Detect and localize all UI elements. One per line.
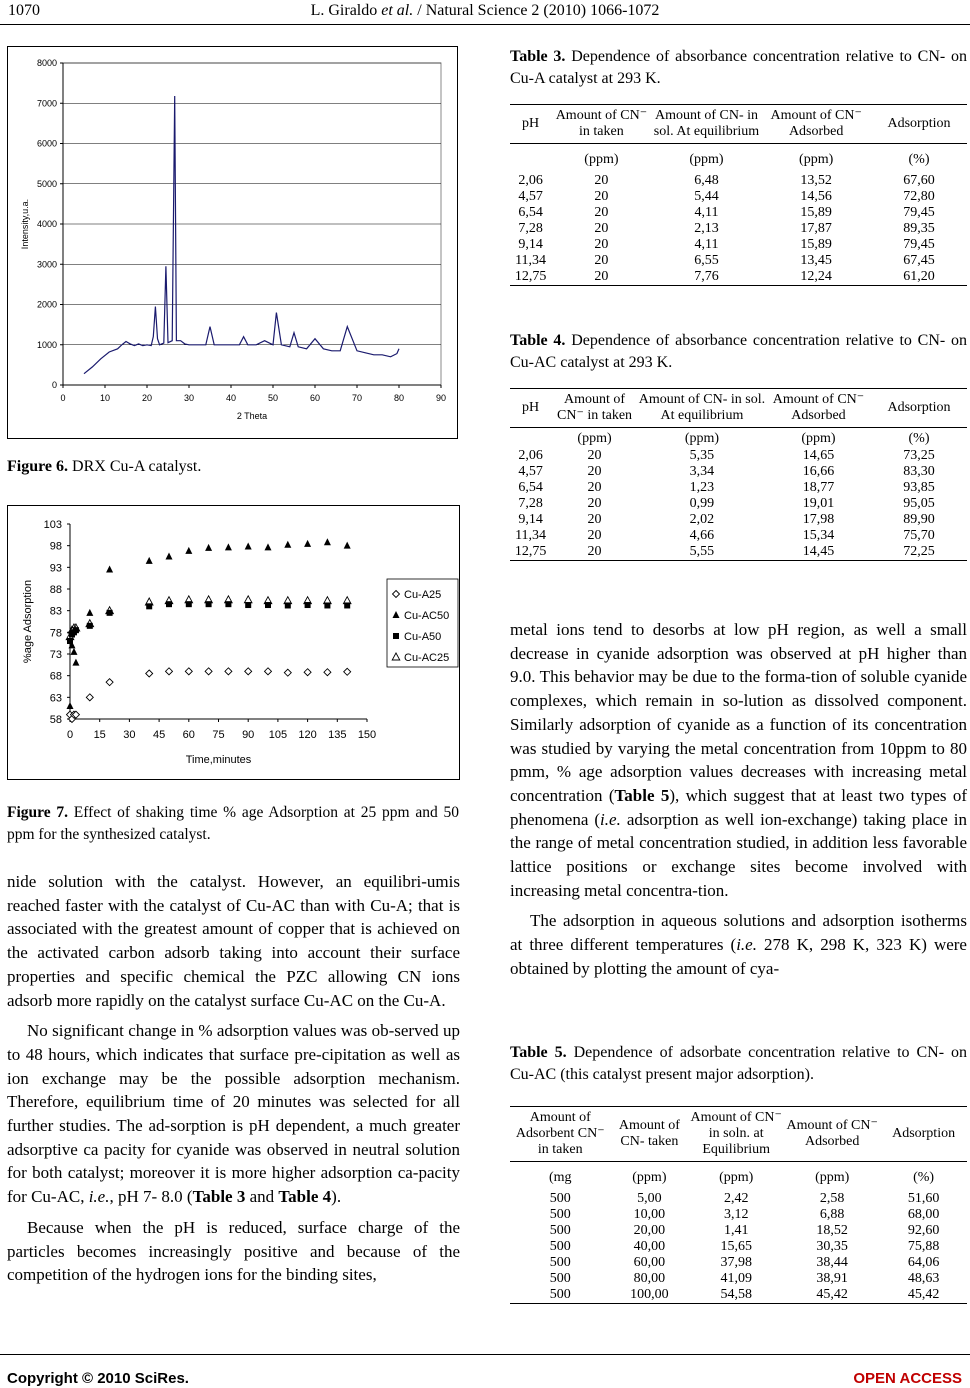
table-cell: 11,34 <box>515 528 547 543</box>
table-row <box>510 221 967 237</box>
x-tick-label: 80 <box>393 393 405 403</box>
y-tick-label: 4000 <box>36 219 57 229</box>
table-cell: 20 <box>587 480 602 495</box>
data-point <box>146 670 153 677</box>
table-cell: 20 <box>587 496 602 511</box>
y-tick-label: 0 <box>51 380 57 390</box>
table-3-caption: Table 3. Dependence of absorbance concentration relative to CN- on Cu-A catalyst at 293 K. <box>510 48 967 87</box>
table-cell: 12,75 <box>510 269 551 286</box>
table-cell: 19,01 <box>802 496 835 511</box>
table-cell: 20 <box>551 544 638 561</box>
table-cell: 1,41 <box>723 1223 749 1238</box>
table-cell: 68,00 <box>907 1207 940 1222</box>
legend-label: Cu-A25 <box>404 589 442 601</box>
data-point <box>67 702 74 709</box>
column-header: Amount of Adsorbent CN⁻ in taken <box>510 1107 611 1162</box>
header-rule <box>0 24 970 25</box>
table-cell: 30,35 <box>816 1239 848 1254</box>
table-cell: 11,34 <box>515 253 547 268</box>
legend-label: Cu-AC25 <box>404 652 450 664</box>
data-point <box>225 601 231 607</box>
data-point <box>70 648 77 655</box>
y-tick-label: 3000 <box>36 259 57 270</box>
data-point <box>304 540 311 547</box>
table-cell: 9,14 <box>518 237 543 252</box>
data-point <box>324 538 331 545</box>
y-tick-label: 2000 <box>36 299 57 310</box>
table-cell: 0,99 <box>689 496 715 511</box>
data-point <box>324 669 331 676</box>
table-cell: 54,58 <box>688 1287 784 1304</box>
legend-label: Cu-A50 <box>404 631 442 643</box>
table-cell: 79,45 <box>903 205 935 220</box>
table-cell: 500 <box>549 1255 571 1270</box>
data-point <box>186 601 192 607</box>
column-header: Amount of CN- in sol. At equilibrium <box>652 105 762 144</box>
legend <box>387 579 458 667</box>
series-cu-a25 <box>67 668 351 723</box>
table-row <box>510 1271 967 1287</box>
page-header <box>0 2 970 26</box>
table-cell: 7,28 <box>518 221 543 236</box>
diffraction-line <box>84 96 399 374</box>
table-cell: 4,11 <box>694 205 719 220</box>
table-cell: 7,76 <box>652 269 762 286</box>
x-tick-label: 40 <box>225 393 237 403</box>
table-row <box>510 253 967 269</box>
unit-cell: (ppm) <box>815 1170 850 1185</box>
table-cell: 16,66 <box>802 464 835 479</box>
table-row <box>510 1207 967 1223</box>
data-point <box>106 679 113 686</box>
left-paragraph-2: No significant change in % adsorption values was ob-served up to 48 hours, which indicates that surface pre-cipitation as well as ion exchange may be the possible adsorption mechanism. Therefore, equilibrium time of 20 minutes was selected for all further studies. The ad-sorption is pH dependent, a much greater adsorptive ca pacity for cyanide was observed in neutral solution for both catalyst; moreover it is more higher adsorption ca-pacity for Cu-AC, i.e., pH 7- 8.0 (Table 3 and Table 4). <box>7 1021 460 1207</box>
y-tick-label: 5000 <box>36 178 57 189</box>
y-tick-label: 1000 <box>36 339 57 350</box>
x-tick-label: 0 <box>66 729 74 741</box>
table-cell: 500 <box>549 1191 571 1206</box>
open-access-label: OPEN ACCESS <box>853 1370 962 1387</box>
legend-label: Cu-AC50 <box>404 610 450 622</box>
table-row <box>510 528 967 544</box>
data-point <box>205 668 212 675</box>
table-cell: 1,23 <box>689 480 715 495</box>
table-cell: 48,63 <box>907 1271 940 1286</box>
x-tick-label: 70 <box>351 393 363 403</box>
left-column-text <box>7 870 460 1287</box>
table-cell: 20 <box>594 189 609 204</box>
data-point <box>265 543 272 550</box>
table-cell: 20 <box>594 253 609 268</box>
x-tick-label: 120 <box>298 729 317 741</box>
table-cell: 20 <box>551 269 652 286</box>
table-row <box>510 496 967 512</box>
table-cell: 89,90 <box>903 512 935 527</box>
table-cell: 2,42 <box>723 1191 749 1206</box>
column-header: Adsorption <box>880 1107 967 1162</box>
table-cell: 20 <box>587 448 602 463</box>
units-row <box>510 428 967 449</box>
y-tick-label: 8000 <box>36 58 57 68</box>
table-row <box>510 1223 967 1239</box>
table-cell: 500 <box>549 1207 571 1222</box>
x-tick-label: 30 <box>183 393 195 403</box>
data-point <box>166 601 172 607</box>
table-row <box>510 1191 967 1207</box>
data-point <box>166 553 173 560</box>
table-cell: 5,55 <box>638 544 766 561</box>
data-point <box>86 609 93 616</box>
y-tick-label: 58 <box>49 714 62 726</box>
table-row <box>510 480 967 496</box>
footer-rule <box>0 1354 970 1355</box>
table-5 <box>510 1106 967 1304</box>
unit-cell <box>510 144 551 174</box>
y-tick-label: 73 <box>49 649 62 661</box>
figure-7-frame <box>7 505 460 780</box>
table-cell: 6,54 <box>518 480 543 495</box>
y-tick-label: 78 <box>49 627 62 640</box>
table-cell: 75,88 <box>907 1239 940 1254</box>
table-cell: 79,45 <box>903 237 935 252</box>
data-point <box>344 668 351 675</box>
x-tick-label: 45 <box>152 729 166 741</box>
table-cell: 4,57 <box>518 189 543 204</box>
table-cell: 40,00 <box>633 1239 666 1254</box>
table-cell: 9,14 <box>518 512 543 527</box>
y-tick-label: 88 <box>49 584 62 596</box>
table-row <box>510 205 967 221</box>
table-cell: 14,65 <box>802 448 835 463</box>
table-cell: 4,57 <box>518 464 543 479</box>
x-tick-label: 60 <box>182 729 195 741</box>
table-row <box>510 448 967 464</box>
table-cell: 60,00 <box>633 1255 666 1270</box>
table-cell: 5,35 <box>689 448 715 463</box>
x-tick-label: 0 <box>60 393 66 403</box>
table-cell: 64,06 <box>907 1255 940 1270</box>
column-header: Amount of CN⁻ Adsorbed <box>784 1107 880 1162</box>
column-header: Adsorption <box>871 389 967 428</box>
table-row <box>510 1255 967 1271</box>
data-point <box>284 669 291 676</box>
right-column-text <box>510 618 967 981</box>
x-tick-label: 50 <box>267 393 279 403</box>
figure-7-chart <box>8 506 459 779</box>
table-cell: 20,00 <box>633 1223 666 1238</box>
table-cell: 20 <box>594 237 609 252</box>
table-cell: 2,13 <box>694 221 719 236</box>
data-point <box>265 602 271 608</box>
table-cell: 13,52 <box>800 173 832 188</box>
x-tick-label: 75 <box>212 729 225 741</box>
table-cell: 6,55 <box>694 253 719 268</box>
table-cell: 3,12 <box>723 1207 749 1222</box>
y-tick-label: 93 <box>49 562 62 575</box>
table-cell: 38,91 <box>816 1271 848 1286</box>
table-cell: 92,60 <box>907 1223 940 1238</box>
data-point <box>106 566 113 573</box>
table-cell: 18,77 <box>802 480 835 495</box>
legend-marker <box>393 633 399 639</box>
table-cell: 20 <box>594 205 609 220</box>
table-cell: 5,00 <box>637 1191 662 1206</box>
data-point <box>344 542 351 549</box>
table-cell: 72,25 <box>871 544 967 561</box>
table-cell: 2,06 <box>518 173 543 188</box>
table-cell: 14,45 <box>766 544 871 561</box>
data-point <box>225 668 232 675</box>
units-row <box>510 1162 967 1192</box>
unit-cell: (ppm) <box>799 152 834 167</box>
column-header: Adsorption <box>871 105 967 144</box>
data-point <box>305 602 311 608</box>
x-tick-label: 30 <box>123 729 136 741</box>
table-row <box>510 1239 967 1255</box>
table-cell: 89,35 <box>903 221 935 236</box>
x-tick-label: 150 <box>357 729 377 741</box>
x-tick-label: 60 <box>309 393 321 403</box>
figure-6-frame <box>7 46 458 439</box>
table-cell: 75,70 <box>903 528 935 543</box>
table-4-caption: Table 4. Dependence of absorbance concentration relative to CN- on Cu-AC catalyst at 293 K. <box>510 332 967 371</box>
column-header: pH <box>510 105 551 144</box>
y-axis-label: Intensity,u.a. <box>20 198 30 250</box>
table-3 <box>510 104 967 286</box>
data-point <box>185 668 192 675</box>
data-point <box>166 668 173 675</box>
figure-6-chart <box>8 47 457 438</box>
table-header-row <box>510 105 967 144</box>
data-point <box>304 669 311 676</box>
table-4 <box>510 388 967 561</box>
unit-cell: (ppm) <box>632 1170 667 1185</box>
x-tick-label: 20 <box>141 393 153 403</box>
left-paragraph-3: Because when the pH is reduced, surface charge of the particles becomes increasingly positive and because of the competition of the hydrogen ions for the binding sites, <box>7 1217 460 1285</box>
table-row <box>510 464 967 480</box>
data-point <box>185 547 192 554</box>
table-cell: 17,87 <box>800 221 832 236</box>
data-point <box>225 543 232 550</box>
table-header-row <box>510 1107 967 1162</box>
table-cell: 500 <box>549 1239 571 1254</box>
table-cell: 41,09 <box>720 1271 752 1286</box>
unit-cell: (ppm) <box>801 431 836 446</box>
table-row <box>510 512 967 528</box>
column-header: Amount of CN⁻ Adsorbed <box>766 389 871 428</box>
table-cell: 20 <box>587 464 602 479</box>
x-tick-label: 90 <box>242 729 255 741</box>
table-cell: 45,42 <box>880 1287 967 1304</box>
table-cell: 95,05 <box>903 496 935 511</box>
table-cell: 15,65 <box>720 1239 752 1254</box>
table-cell: 67,60 <box>903 173 935 188</box>
unit-cell: (%) <box>908 152 930 167</box>
table-cell: 37,98 <box>720 1255 752 1270</box>
figure-7-caption: Figure 7. Effect of shaking time % age Adsorption at 25 ppm and 50 ppm for the synthesized catalyst. <box>7 804 459 843</box>
table-row <box>510 544 967 561</box>
table-cell: 72,80 <box>903 189 935 204</box>
unit-cell: (ppm) <box>719 1170 754 1185</box>
table-cell: 15,89 <box>800 237 832 252</box>
table-cell: 20 <box>587 528 602 543</box>
table-cell: 45,42 <box>784 1287 880 1304</box>
table-cell: 51,60 <box>907 1191 940 1206</box>
table-header-row <box>510 389 967 428</box>
table-cell: 67,45 <box>903 253 935 268</box>
column-header: Amount of CN⁻ in taken <box>551 389 638 428</box>
table-cell: 20 <box>587 512 602 527</box>
table-cell: 80,00 <box>633 1271 666 1286</box>
table-cell: 2,58 <box>819 1191 845 1206</box>
table-cell: 500 <box>549 1223 571 1238</box>
unit-cell: (ppm) <box>584 152 619 167</box>
unit-cell: (ppm) <box>684 431 720 446</box>
table-cell: 17,98 <box>802 512 835 527</box>
table-cell: 2,06 <box>518 448 543 463</box>
unit-cell: (%) <box>908 431 930 446</box>
table-cell: 3,34 <box>689 464 715 479</box>
table-cell: 15,34 <box>802 528 835 543</box>
table-row <box>510 189 967 205</box>
column-header: Amount of CN⁻ Adsorbed <box>761 105 871 144</box>
table-cell: 20 <box>594 221 609 236</box>
table-cell: 93,85 <box>903 480 935 495</box>
x-tick-label: 10 <box>99 393 111 403</box>
data-point <box>265 668 272 675</box>
figure-6-caption: Figure 6. DRX Cu-A catalyst. <box>7 458 202 475</box>
unit-cell <box>510 428 551 449</box>
data-point <box>206 601 212 607</box>
table-cell: 12,75 <box>510 544 551 561</box>
data-point <box>67 638 73 644</box>
data-point <box>284 541 291 548</box>
y-tick-label: 7000 <box>36 98 57 109</box>
x-tick-label: 105 <box>268 729 288 741</box>
table-cell: 15,89 <box>800 205 832 220</box>
table-cell: 14,56 <box>800 189 832 204</box>
table-cell: 73,25 <box>903 448 935 463</box>
table-cell: 83,30 <box>903 464 935 479</box>
unit-cell: (%) <box>913 1170 935 1185</box>
table-row <box>510 269 967 286</box>
table-cell: 7,28 <box>518 496 543 511</box>
x-tick-label: 90 <box>435 393 447 403</box>
table-cell: 38,44 <box>816 1255 848 1270</box>
table-cell: 18,52 <box>816 1223 848 1238</box>
table-cell: 6,54 <box>518 205 543 220</box>
right-paragraph-1: metal ions tend to desorbs at low pH region, as well a small decrease in cyanide adsorption was observed at pH higher than 9.0. This behavior may be due to the forma-tion of soluble cyanide complexes, which remain in so-lution as dissolved component. Similarly adsorption of cyanide as a function of its concentration was studied by varying the metal concentration from 10ppm to 80 pmm, % age adsorption values decreases with increasing metal concentration (Table 5), which suggest that at least two types of phenomena (i.e. adsorption as well ion-exchange) taking place in the range of metal concentration studied, in addition less favorable lattice positions or exchange sites become involved with increasing metal concentra-tion. <box>510 620 967 900</box>
table-row <box>510 237 967 253</box>
data-point <box>245 543 252 550</box>
data-point <box>244 596 252 603</box>
table-cell: 500 <box>549 1271 571 1286</box>
y-tick-label: 98 <box>49 540 62 553</box>
x-axis-label: Time,minutes <box>185 754 252 766</box>
y-axis-label: %age Adsorption <box>22 579 34 664</box>
column-header: Amount of CN- taken <box>611 1107 689 1162</box>
unit-cell: (ppm) <box>577 431 612 446</box>
copyright-notice: Copyright © 2010 SciRes. <box>7 1370 189 1387</box>
table-cell: 12,24 <box>761 269 871 286</box>
table-5-caption: Table 5. Dependence of adsorbate concentration relative to CN- on Cu-AC (this catalyst present major adsorption). <box>510 1044 967 1083</box>
table-cell: 100,00 <box>611 1287 689 1304</box>
x-axis-label: 2 Theta <box>236 411 268 421</box>
running-citation: L. Giraldo et al. / Natural Science 2 (2010) 1066-1072 <box>310 2 660 19</box>
column-header: pH <box>510 389 551 428</box>
table-cell: 4,66 <box>689 528 715 543</box>
table-cell: 6,88 <box>819 1207 845 1222</box>
column-header: Amount of CN⁻ in soln. at Equilibrium <box>688 1107 784 1162</box>
table-cell: 4,11 <box>694 237 719 252</box>
y-tick-label: 63 <box>49 692 62 705</box>
left-paragraph-1: nide solution with the catalyst. However, an equilibri-umis reached faster with the catalyst of Cu-AC than with Cu-A; that is associated with the greatest amount of copper that is achieved on the activated carbon adsorb taking into account their surface properties and specific chemical the PZC allowing CN ions adsorb more rapidly on the catalyst surface Cu-AC on the Cu-A. <box>7 872 460 1010</box>
table-row <box>510 173 967 189</box>
y-tick-label: 68 <box>49 670 62 683</box>
table-cell: 2,02 <box>689 512 715 527</box>
table-cell: 500 <box>510 1287 611 1304</box>
unit-cell: (ppm) <box>689 152 724 167</box>
data-point <box>72 659 79 666</box>
data-point <box>86 694 93 701</box>
units-row <box>510 144 967 174</box>
table-row <box>510 1287 967 1304</box>
table-cell: 61,20 <box>871 269 967 286</box>
column-header: Amount of CN⁻ in taken <box>551 105 652 144</box>
right-paragraph-2: The adsorption in aqueous solutions and adsorption isotherms at three different temperatures (i.e. 278 K, 298 K, 323 K) were obtained by plotting the amount of cya- <box>510 911 967 978</box>
y-tick-label: 83 <box>49 605 62 618</box>
data-point <box>205 544 212 551</box>
table-cell: 10,00 <box>633 1207 666 1222</box>
table-cell: 5,44 <box>694 189 719 204</box>
unit-cell: (mg <box>548 1170 572 1185</box>
page-number: 1070 <box>8 2 40 19</box>
table-cell: 13,45 <box>800 253 832 268</box>
data-point <box>245 668 252 675</box>
x-tick-label: 135 <box>328 729 347 741</box>
data-point <box>146 557 153 564</box>
y-tick-label: 6000 <box>36 138 57 149</box>
table-cell: 20 <box>594 173 609 188</box>
table-cell: 6,48 <box>694 173 719 188</box>
data-point <box>146 603 152 609</box>
y-tick-label: 103 <box>43 519 62 531</box>
column-header: Amount of CN- in sol. At equilibrium <box>638 389 766 428</box>
x-tick-label: 15 <box>93 729 106 741</box>
